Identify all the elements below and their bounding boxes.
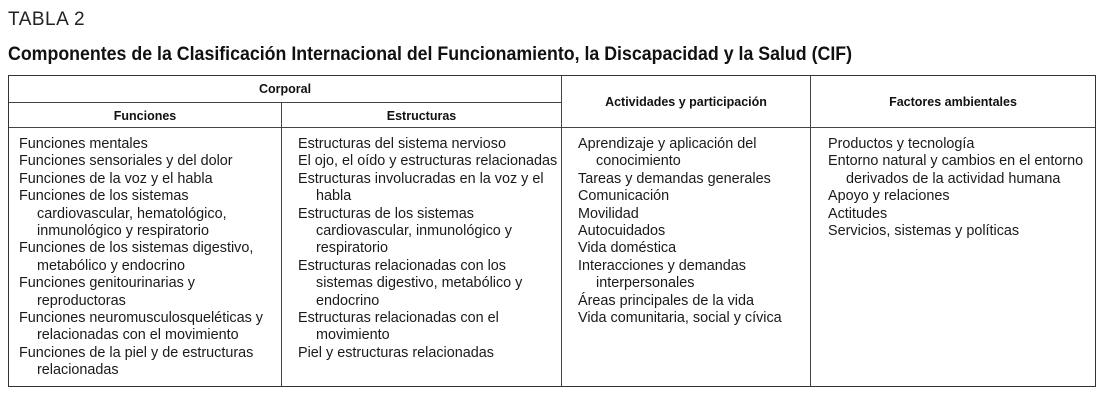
header-actividades: Actividades y participación xyxy=(605,95,767,109)
divider-funciones-estructuras xyxy=(281,103,282,386)
cif-table xyxy=(8,75,1096,387)
list-item: Vida doméstica xyxy=(578,240,677,257)
list-item: Tareas y demandas generales xyxy=(578,170,771,187)
list-item: Funciones de la voz y el habla xyxy=(19,170,213,187)
list-item: Estructuras relacionadas con el movimiento xyxy=(298,310,499,344)
list-item: Áreas principales de la vida xyxy=(578,292,754,309)
list-item: Funciones de los sistemas digestivo, metabólico y endocrino xyxy=(19,240,254,274)
list-item: Estructuras de los sistemas cardiovascular, inmunológico y respiratorio xyxy=(298,205,512,257)
list-item: Funciones de la piel y de estructuras relacionadas xyxy=(19,344,254,379)
divider-corporal-actividades xyxy=(561,76,562,386)
list-item: Servicios, sistemas y políticas xyxy=(828,223,1020,240)
list-item: Funciones sensoriales y del dolor xyxy=(19,153,233,170)
list-item: Piel y estructuras relacionadas xyxy=(298,344,494,361)
table-label: TABLA 2 xyxy=(8,9,86,30)
list-item: Interacciones y demandas interpersonales xyxy=(578,257,746,292)
list-item: Actitudes xyxy=(828,205,888,222)
table-title: Componentes de la Clasificación Internacional del Funcionamiento, la Discapacidad y la Salud (CIF) xyxy=(8,44,853,65)
list-item: Comunicación xyxy=(578,188,670,205)
column-factores xyxy=(828,136,1090,240)
rule-under-corporal xyxy=(9,102,561,103)
column-estructuras xyxy=(298,136,560,362)
list-item: Estructuras relacionadas con los sistemas digestivo, metabólico y endocrino xyxy=(298,257,523,309)
column-funciones xyxy=(19,136,281,380)
rule-under-headers xyxy=(9,127,1095,128)
divider-actividades-factores xyxy=(810,76,811,386)
list-item: Estructuras involucradas en la voz y el habla xyxy=(298,170,544,205)
header-estructuras: Estructuras xyxy=(386,109,457,123)
list-item: Productos y tecnología xyxy=(828,136,975,152)
list-item: El ojo, el oído y estructuras relacionadas xyxy=(298,153,558,170)
list-item: Autocuidados xyxy=(578,223,666,240)
list-item: Estructuras del sistema nervioso xyxy=(298,136,506,152)
column-actividades xyxy=(578,136,810,327)
header-funciones: Funciones xyxy=(113,109,177,123)
header-factores: Factores ambientales xyxy=(889,95,1017,109)
list-item: Aprendizaje y aplicación del conocimiento xyxy=(578,136,757,170)
list-item: Funciones mentales xyxy=(19,136,148,152)
list-item: Funciones genitourinarias y reproductoras xyxy=(19,275,195,309)
list-item: Movilidad xyxy=(578,205,639,222)
list-item: Entorno natural y cambios en el entorno derivados de la actividad humana xyxy=(828,153,1084,187)
header-corporal: Corporal xyxy=(258,82,312,96)
list-item: Funciones neuromusculosqueléticas y relacionadas con el movimiento xyxy=(19,310,263,344)
list-item: Vida comunitaria, social y cívica xyxy=(578,310,782,327)
list-item: Funciones de los sistemas cardiovascular, hematológico, inmunológico y respiratorio xyxy=(19,188,227,240)
list-item: Apoyo y relaciones xyxy=(828,188,950,205)
